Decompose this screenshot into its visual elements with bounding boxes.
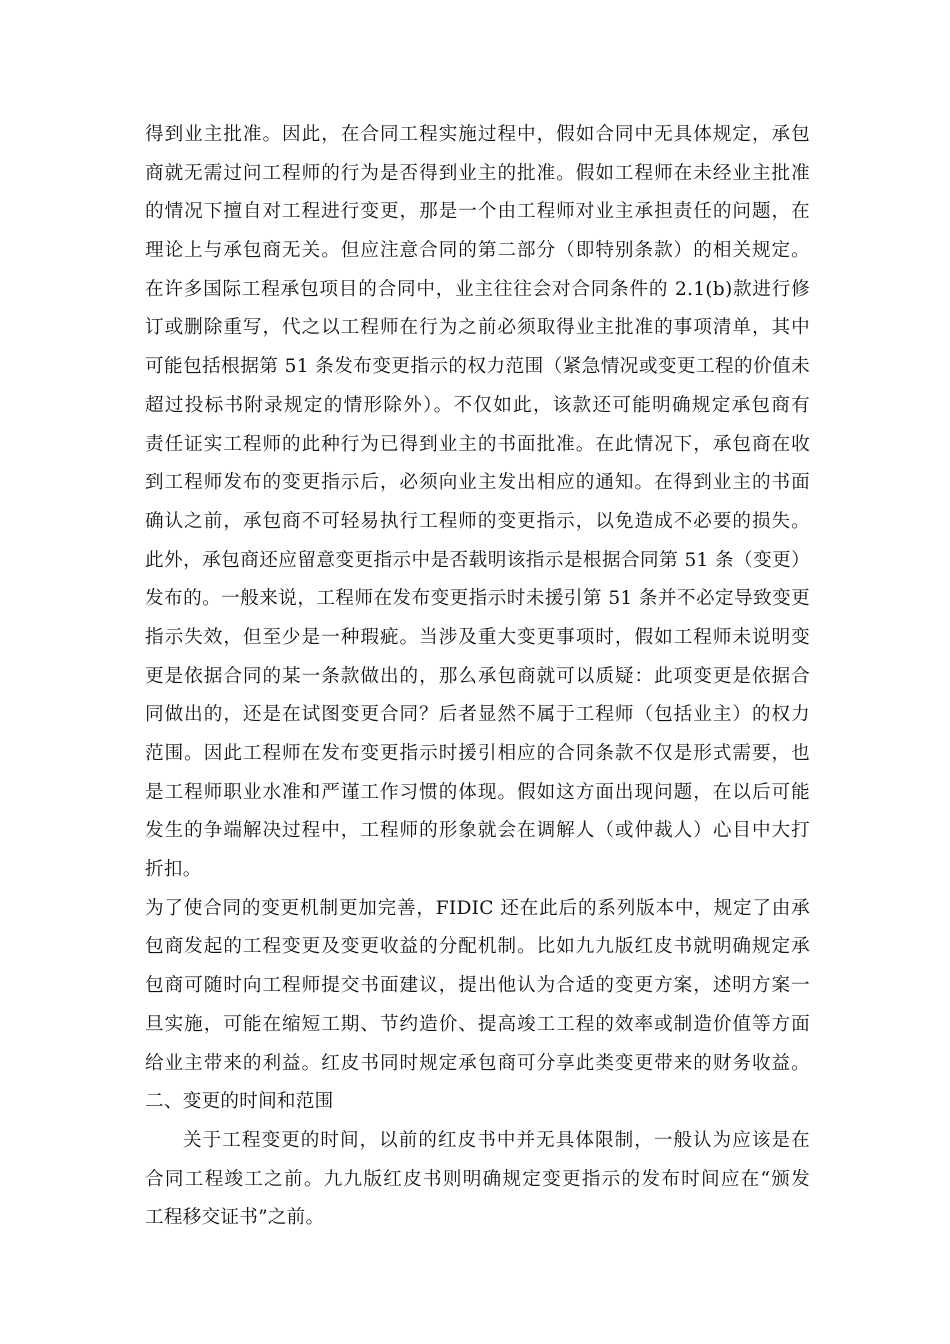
text-line: 更是依据合同的某一条款做出的，那么承包商就可以质疑：此项变更是依据合: [145, 665, 810, 687]
text-line: 得到业主批准。因此，在合同工程实施过程中，假如合同中无具体规定，承包: [145, 124, 810, 145]
text-line: 到工程师发布的变更指示后，必须向业主发出相应的通知。在得到业主的书面: [145, 472, 810, 494]
text-line: 包商发起的工程变更及变更收益的分配机制。比如九九版红皮书就明确规定承: [145, 936, 810, 958]
text-line: 范围。因此工程师在发布变更指示时援引相应的合同条款不仅是形式需要，也: [145, 743, 810, 764]
text-line: 在许多国际工程承包项目的合同中，业主往往会对合同条件的 2.1(b)款进行修: [145, 278, 810, 300]
text-line: 二、变更的时间和范围: [145, 1091, 334, 1113]
text-line: 此外，承包商还应留意变更指示中是否载明该指示是根据合同第 51 条（变更）: [145, 549, 810, 571]
text-line: 为了使合同的变更机制更加完善，FIDIC 还在此后的系列版本中，规定了由承: [145, 897, 810, 919]
text-line: 关于工程变更的时间，以前的红皮书中并无具体限制，一般认为应该是在: [183, 1129, 810, 1151]
text-line: 确认之前，承包商不可轻易执行工程师的变更指示，以免造成不必要的损失。: [145, 510, 810, 532]
body-text: [145, 116, 810, 1238]
text-line: 包商可随时向工程师提交书面建议，提出他认为合适的变更方案，述明方案一: [145, 975, 810, 997]
text-line: 的情况下擅自对工程进行变更，那是一个由工程师对业主承担责任的问题，在: [145, 201, 810, 223]
text-line: 责任证实工程师的此种行为已得到业主的书面批准。在此情况下，承包商在收: [145, 433, 810, 455]
text-line: 给业主带来的利益。红皮书同时规定承包商可分享此类变更带来的财务收益。: [145, 1052, 810, 1074]
text-line: 指示失效，但至少是一种瑕疵。当涉及重大变更事项时，假如工程师未说明变: [145, 626, 810, 648]
text-line: 超过投标书附录规定的情形除外）。不仅如此，该款还可能明确规定承包商有: [145, 394, 810, 416]
text-line: 是工程师职业水准和严谨工作习惯的体现。假如这方面出现问题，在以后可能: [145, 781, 810, 803]
text-line: 可能包括根据第 51 条发布变更指示的权力范围（紧急情况或变更工程的价值未: [145, 356, 810, 378]
text-line: 同做出的，还是在试图变更合同？后者显然不属于工程师（包括业主）的权力: [145, 704, 810, 726]
text-line: 发布的。一般来说，工程师在发布变更指示时未援引第 51 条并不必定导致变更: [145, 588, 810, 610]
text-line: 工程移交证书”之前。: [145, 1207, 325, 1229]
text-line: 合同工程竣工之前。九九版红皮书则明确规定变更指示的发布时间应在“颁发: [145, 1168, 810, 1190]
text-line: 旦实施，可能在缩短工期、节约造价、提高竣工工程的效率或制造价值等方面: [145, 1013, 810, 1035]
text-line: 订或删除重写，代之以工程师在行为之前必须取得业主批准的事项清单，其中: [145, 317, 810, 339]
text-line: 商就无需过问工程师的行为是否得到业主的批准。假如工程师在未经业主批准: [145, 162, 810, 184]
text-line: 发生的争端解决过程中，工程师的形象就会在调解人（或仲裁人）心目中大打: [145, 820, 810, 842]
text-line: 理论上与承包商无关。但应注意合同的第二部分（即特别条款）的相关规定。: [145, 240, 810, 262]
text-line: 折扣。: [145, 859, 202, 881]
